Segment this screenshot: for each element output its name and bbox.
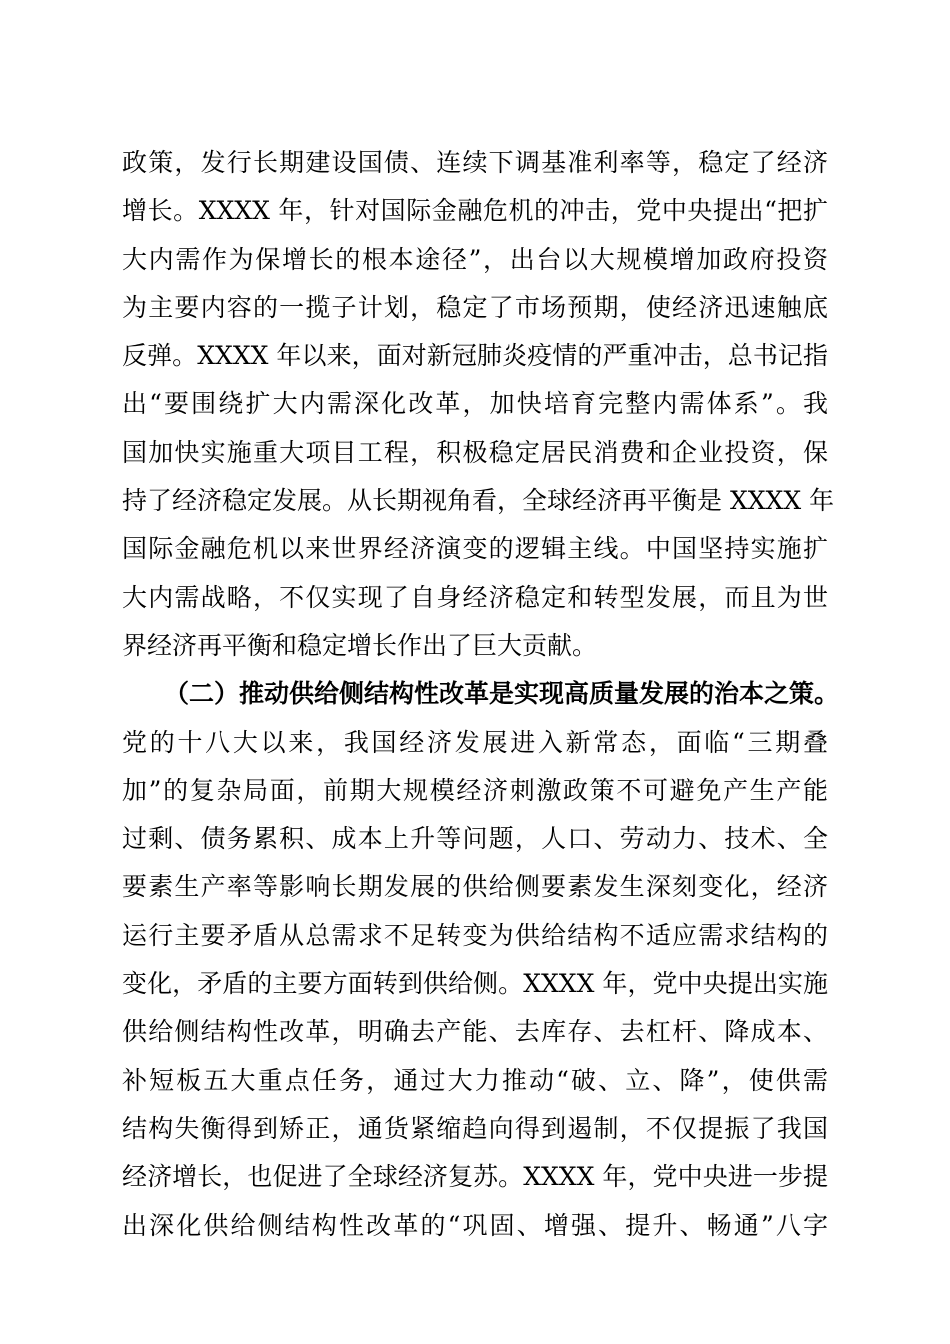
text-line: 出“要围绕扩大内需深化改革，加快培育完整内需体系”。我 bbox=[122, 389, 828, 419]
section-heading bbox=[122, 670, 840, 718]
text-line: 大内需战略，不仅实现了自身经济稳定和转型发展，而且为世 bbox=[122, 582, 828, 612]
text-line: 为主要内容的一揽子计划，稳定了市场预期，使经济迅速触底 bbox=[122, 292, 828, 322]
text-line: 结构失衡得到矫正，通货紧缩趋向得到遏制，不仅提振了我国 bbox=[122, 1113, 828, 1143]
text-line: 政策，发行长期建设国债、连续下调基准利率等，稳定了经济 bbox=[122, 148, 828, 177]
text-line: 变化，矛盾的主要方面转到供给侧。XXXX 年，党中央提出实施 bbox=[122, 969, 828, 999]
text-line: 运行主要矛盾从总需求不足转变为供给结构不适应需求结构的 bbox=[122, 920, 828, 950]
paragraph-1 bbox=[122, 139, 835, 670]
text-line: 反弹。XXXX 年以来，面对新冠肺炎疫情的严重冲击，总书记指 bbox=[122, 341, 828, 371]
text-line: 国际金融危机以来世界经济演变的逻辑主线。中国坚持实施扩 bbox=[122, 534, 828, 564]
text-line: 经济增长，也促进了全球经济复苏。XXXX 年，党中央进一步提 bbox=[122, 1162, 828, 1192]
text-line: 供给侧结构性改革，明确去产能、去库存、去杠杆、降成本、 bbox=[122, 1017, 828, 1047]
text-line: 补短板五大重点任务，通过大力推动“破、立、降”，使供需 bbox=[122, 1065, 828, 1095]
text-line: 出深化供给侧结构性改革的“巩固、增强、提升、畅通”八字 bbox=[122, 1210, 828, 1240]
text-line: 要素生产率等影响长期发展的供给侧要素发生深刻变化，经济 bbox=[122, 872, 828, 902]
paragraph-2 bbox=[122, 670, 840, 1250]
text-line: 过剩、债务累积、成本上升等问题，人口、劳动力、技术、全 bbox=[122, 824, 828, 854]
text-line: 持了经济稳定发展。从长期视角看，全球经济再平衡是 XXXX 年 bbox=[122, 486, 835, 516]
text-line: 增长。XXXX 年，针对国际金融危机的冲击，党中央提出“把扩 bbox=[122, 196, 828, 226]
text-line: 加”的复杂局面，前期大规模经济刺激政策不可避免产生产能 bbox=[122, 775, 828, 805]
body-text bbox=[122, 139, 840, 1250]
text-line: 国加快实施重大项目工程，积极稳定居民消费和企业投资，保 bbox=[122, 437, 828, 467]
text-line: 党的十八大以来，我国经济发展进入新常态，面临“三期叠 bbox=[122, 727, 828, 757]
text-line: 界经济再平衡和稳定增长作出了巨大贡献。 bbox=[122, 630, 598, 660]
text-line: 大内需作为保增长的根本途径”，出台以大规模增加政府投资 bbox=[122, 244, 828, 274]
section-heading-text: （二）推动供给侧结构性改革是实现高质量发展的治本之策。 bbox=[164, 679, 840, 709]
